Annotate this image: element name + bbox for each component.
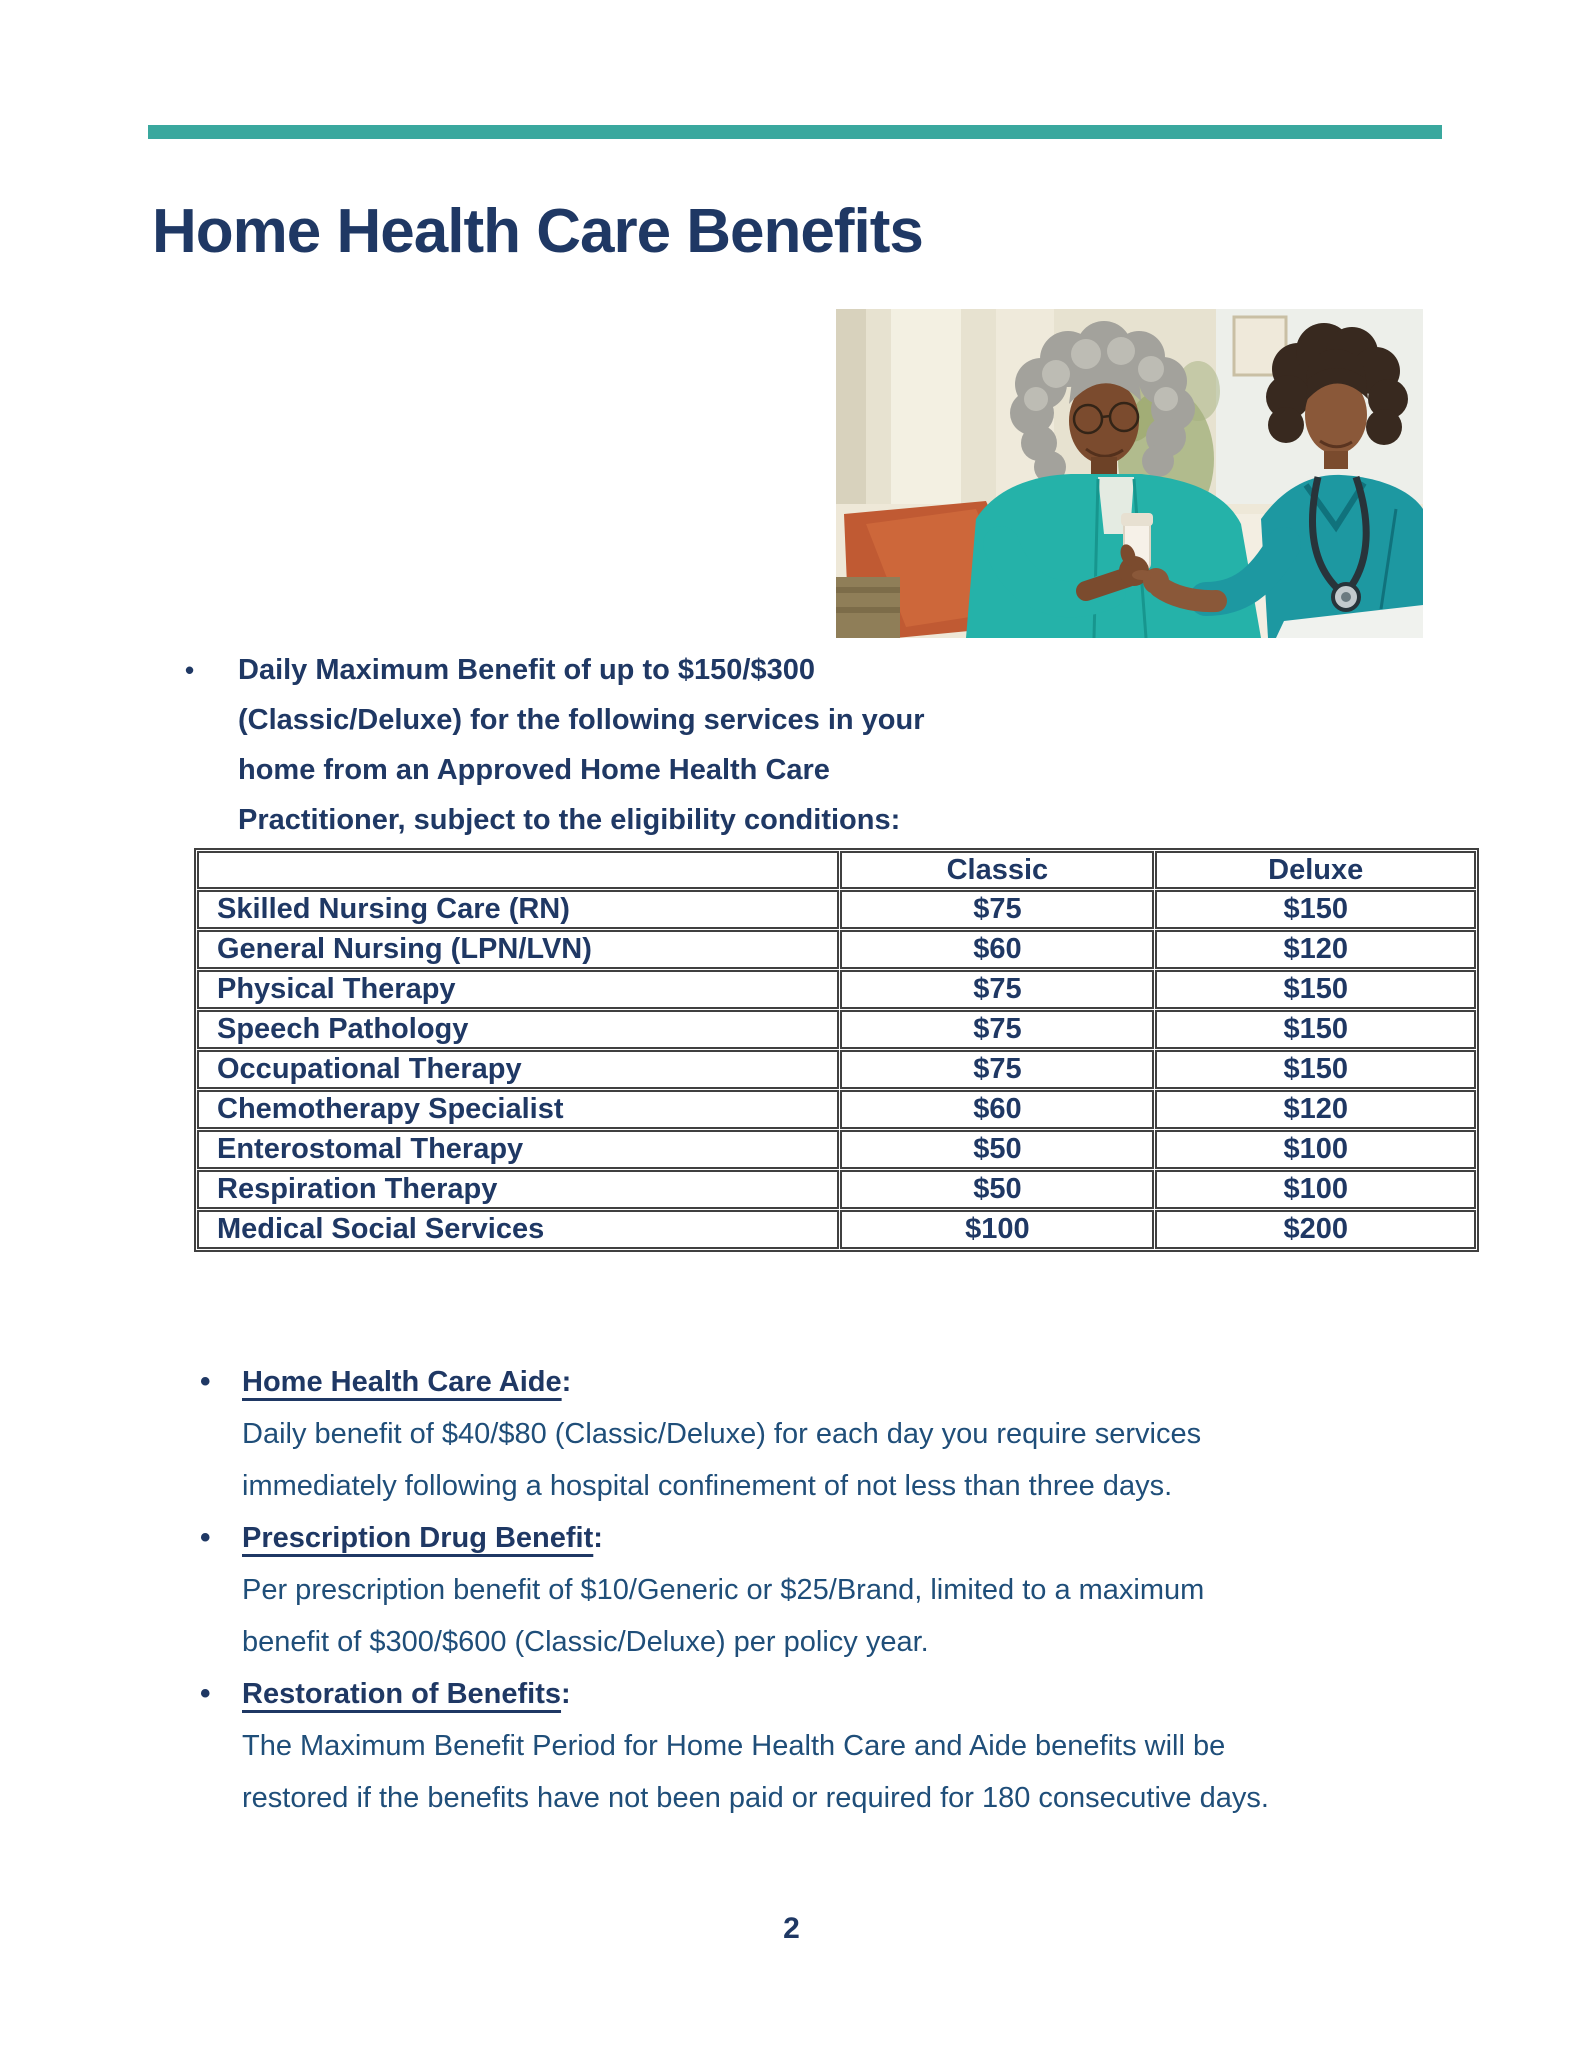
detail-heading-colon: : bbox=[561, 1678, 571, 1710]
table-row bbox=[197, 1010, 1476, 1049]
intro-bullet-text bbox=[238, 645, 925, 845]
classic-cell: $75 bbox=[840, 890, 1154, 929]
benefits-table-body bbox=[197, 890, 1476, 1249]
service-column-header bbox=[197, 851, 839, 889]
table-row bbox=[197, 890, 1476, 929]
detail-heading bbox=[242, 1668, 1269, 1720]
intro-bullet bbox=[185, 645, 925, 845]
service-cell: Speech Pathology bbox=[197, 1010, 839, 1049]
table-row bbox=[197, 1130, 1476, 1169]
detail-bullet-restoration-of-benefits bbox=[200, 1668, 1269, 1824]
table-row bbox=[197, 1050, 1476, 1089]
benefits-table bbox=[194, 848, 1479, 1252]
table-row bbox=[197, 930, 1476, 969]
deluxe-cell: $150 bbox=[1155, 1050, 1476, 1089]
table-row bbox=[197, 1090, 1476, 1129]
deluxe-cell: $100 bbox=[1155, 1130, 1476, 1169]
intro-line-3: home from an Approved Home Health Care bbox=[238, 754, 830, 786]
detail-body-line: Daily benefit of $40/$80 (Classic/Deluxe) for each day you require services bbox=[242, 1418, 1202, 1450]
intro-line-1: Daily Maximum Benefit of up to $150/$300 bbox=[238, 654, 815, 686]
caregiver-photo-illustration bbox=[836, 309, 1423, 638]
deluxe-column-header: Deluxe bbox=[1155, 851, 1476, 889]
detail-body-line: immediately following a hospital confinement of not less than three days. bbox=[242, 1470, 1173, 1502]
deluxe-cell: $120 bbox=[1155, 930, 1476, 969]
bullet-icon: • bbox=[200, 1365, 211, 1398]
bullet-icon: • bbox=[200, 1677, 211, 1710]
service-cell: Occupational Therapy bbox=[197, 1050, 839, 1089]
detail-body-line: The Maximum Benefit Period for Home Health Care and Aide benefits will be bbox=[242, 1730, 1226, 1762]
detail-heading bbox=[242, 1356, 1201, 1408]
table-header-row bbox=[197, 851, 1476, 889]
service-cell: General Nursing (LPN/LVN) bbox=[197, 930, 839, 969]
detail-content bbox=[242, 1668, 1269, 1824]
bullet-icon: • bbox=[185, 655, 195, 685]
accent-divider-bar bbox=[148, 125, 1442, 139]
detail-body-line: benefit of $300/$600 (Classic/Deluxe) per policy year. bbox=[242, 1626, 929, 1658]
classic-cell: $75 bbox=[840, 970, 1154, 1009]
detail-heading-colon: : bbox=[593, 1522, 603, 1554]
page-number: 2 bbox=[783, 1912, 800, 1945]
service-cell: Chemotherapy Specialist bbox=[197, 1090, 839, 1129]
service-cell: Physical Therapy bbox=[197, 970, 839, 1009]
deluxe-cell: $120 bbox=[1155, 1090, 1476, 1129]
benefits-table-wrap bbox=[194, 848, 1479, 1252]
service-cell: Medical Social Services bbox=[197, 1210, 839, 1249]
deluxe-cell: $150 bbox=[1155, 1010, 1476, 1049]
classic-cell: $75 bbox=[840, 1010, 1154, 1049]
detail-heading bbox=[242, 1512, 1204, 1564]
intro-line-2: (Classic/Deluxe) for the following services in your bbox=[238, 704, 925, 736]
classic-cell: $60 bbox=[840, 1090, 1154, 1129]
table-row bbox=[197, 1210, 1476, 1249]
detail-bullets bbox=[200, 1356, 1269, 1824]
deluxe-cell: $200 bbox=[1155, 1210, 1476, 1249]
detail-heading-text: Prescription Drug Benefit bbox=[242, 1522, 594, 1554]
detail-content bbox=[242, 1356, 1201, 1512]
classic-cell: $60 bbox=[840, 930, 1154, 969]
detail-heading-text: Home Health Care Aide bbox=[242, 1366, 562, 1398]
detail-content bbox=[242, 1512, 1204, 1668]
detail-heading-text: Restoration of Benefits bbox=[242, 1678, 562, 1710]
table-row bbox=[197, 1170, 1476, 1209]
table-row bbox=[197, 970, 1476, 1009]
intro-line-4: Practitioner, subject to the eligibility conditions: bbox=[238, 804, 901, 836]
classic-column-header: Classic bbox=[840, 851, 1154, 889]
bullet-icon: • bbox=[200, 1521, 211, 1554]
classic-cell: $50 bbox=[840, 1130, 1154, 1169]
detail-body-line: restored if the benefits have not been paid or required for 180 consecutive days. bbox=[242, 1782, 1269, 1814]
deluxe-cell: $150 bbox=[1155, 890, 1476, 929]
deluxe-cell: $100 bbox=[1155, 1170, 1476, 1209]
detail-body-line: Per prescription benefit of $10/Generic or $25/Brand, limited to a maximum bbox=[242, 1574, 1205, 1606]
classic-cell: $75 bbox=[840, 1050, 1154, 1089]
detail-bullet-prescription-drug-benefit bbox=[200, 1512, 1269, 1668]
service-cell: Respiration Therapy bbox=[197, 1170, 839, 1209]
detail-bullet-home-health-care-aide bbox=[200, 1356, 1269, 1512]
page-title: Home Health Care Benefits bbox=[152, 197, 923, 266]
home-care-photo bbox=[836, 309, 1423, 638]
deluxe-cell: $150 bbox=[1155, 970, 1476, 1009]
classic-cell: $50 bbox=[840, 1170, 1154, 1209]
service-cell: Skilled Nursing Care (RN) bbox=[197, 890, 839, 929]
detail-heading-colon: : bbox=[561, 1366, 572, 1398]
service-cell: Enterostomal Therapy bbox=[197, 1130, 839, 1169]
classic-cell: $100 bbox=[840, 1210, 1154, 1249]
